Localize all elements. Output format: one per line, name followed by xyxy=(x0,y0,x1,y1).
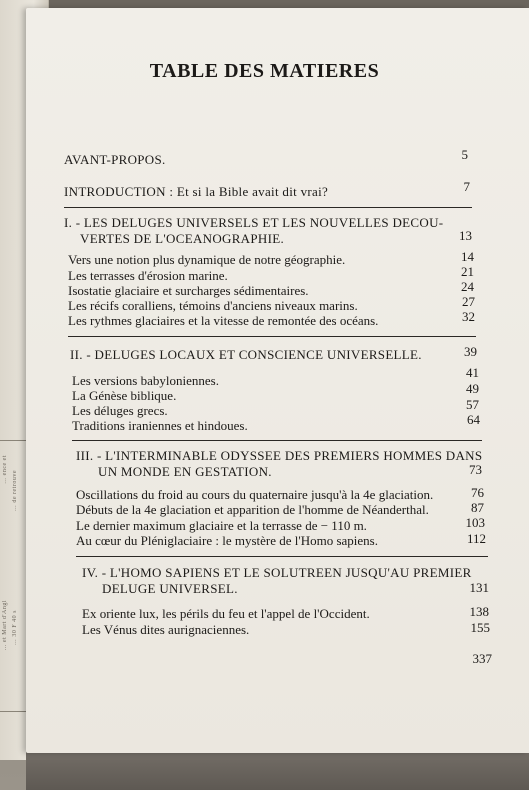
toc-item: Traditions iraniennes et hindoues. xyxy=(72,418,248,433)
adjacent-book-text: … de retrouve xyxy=(12,470,18,512)
toc-introduction: INTRODUCTION : Et si la Bible avait dit vrai? xyxy=(64,184,329,199)
toc-item: Vers une notion plus dynamique de notre géographie. xyxy=(68,252,346,267)
chapter-3-title: III. - L'INTERMINABLE ODYSSEE DES PREMIERS HOMMES DANS xyxy=(76,448,483,463)
toc-item: Les rythmes glaciaires et la vitesse de remontée des océans. xyxy=(68,313,379,328)
toc-item: Les déluges grecs. xyxy=(72,403,168,418)
toc-item: Les récifs coralliens, témoins d'anciens niveaux marins. xyxy=(68,298,358,313)
separator-line xyxy=(64,207,472,208)
toc-avant-propos: AVANT-PROPOS. xyxy=(64,152,166,167)
chapter-4-title-cont: DELUGE UNIVERSEL. xyxy=(102,581,238,596)
toc-item: Débuts de la 4e glaciation et apparition de l'homme de Néanderthal. xyxy=(76,502,429,517)
toc-item: Oscillations du froid au cours du quaternaire jusqu'à la 4e glaciation. xyxy=(76,487,434,502)
chapter-2-title: II. - DELUGES LOCAUX ET CONSCIENCE UNIVERSELLE. xyxy=(70,347,422,362)
toc-page-number: 41 xyxy=(466,365,479,380)
toc-page-number: 24 xyxy=(461,279,474,294)
toc-page-number: 39 xyxy=(464,344,477,359)
chapter-3-title-cont: UN MONDE EN GESTATION. xyxy=(98,464,272,479)
toc-page-number: 64 xyxy=(467,412,480,427)
adjacent-book-text: … ence et xyxy=(2,455,8,484)
toc-page-number: 13 xyxy=(459,228,472,243)
toc-page-number: 27 xyxy=(462,294,475,309)
final-page-number: 337 xyxy=(472,651,492,666)
separator-line xyxy=(76,556,488,557)
toc-item: Les versions babyloniennes. xyxy=(72,373,219,388)
adjacent-book-text: … 30 F 40 s xyxy=(12,610,18,646)
toc-page-number: 49 xyxy=(466,381,479,396)
toc-page-number: 112 xyxy=(466,531,486,546)
toc-page-number: 32 xyxy=(462,309,475,324)
toc-page-number: 73 xyxy=(469,462,482,477)
page-title: TABLE DES MATIERES xyxy=(149,60,380,82)
toc-page-number: 76 xyxy=(471,485,484,500)
toc-item: La Génèse biblique. xyxy=(72,388,177,403)
toc-item: Le dernier maximum glaciaire et la terrasse de − 110 m. xyxy=(76,518,367,533)
toc-page-number: 14 xyxy=(461,249,474,264)
toc-page-number: 5 xyxy=(461,147,468,162)
toc-page-number: 103 xyxy=(465,515,485,530)
toc-page-number: 131 xyxy=(469,580,489,595)
chapter-1-title-cont: VERTES DE L'OCEANOGRAPHIE. xyxy=(80,231,284,246)
toc-item: Ex oriente lux, les périls du feu et l'appel de l'Occident. xyxy=(82,606,370,621)
separator-line xyxy=(68,336,476,337)
toc-item: Au cœur du Pléniglaciaire : le mystère de l'Homo sapiens. xyxy=(76,533,378,548)
toc-item: Les terrasses d'érosion marine. xyxy=(68,268,228,283)
toc-page-number: 7 xyxy=(463,179,470,194)
chapter-4-title: IV. - L'HOMO SAPIENS ET LE SOLUTREEN JUSQU'AU PREMIER xyxy=(82,565,472,580)
toc-page-number: 57 xyxy=(466,397,479,412)
toc-page-number: 155 xyxy=(470,620,490,635)
separator-line xyxy=(72,440,482,441)
toc-item: Isostatie glaciaire et surcharges sédimentaires. xyxy=(68,283,309,298)
adjacent-book-text: … et Mart d'Angl xyxy=(2,600,8,651)
toc-page-number: 138 xyxy=(469,604,489,619)
toc-page-number: 21 xyxy=(461,264,474,279)
chapter-1-title: I. - LES DELUGES UNIVERSELS ET LES NOUVELLES DECOU- xyxy=(64,215,444,230)
toc-item: Les Vénus dites aurignaciennes. xyxy=(82,622,250,637)
toc-page-number: 87 xyxy=(471,500,484,515)
